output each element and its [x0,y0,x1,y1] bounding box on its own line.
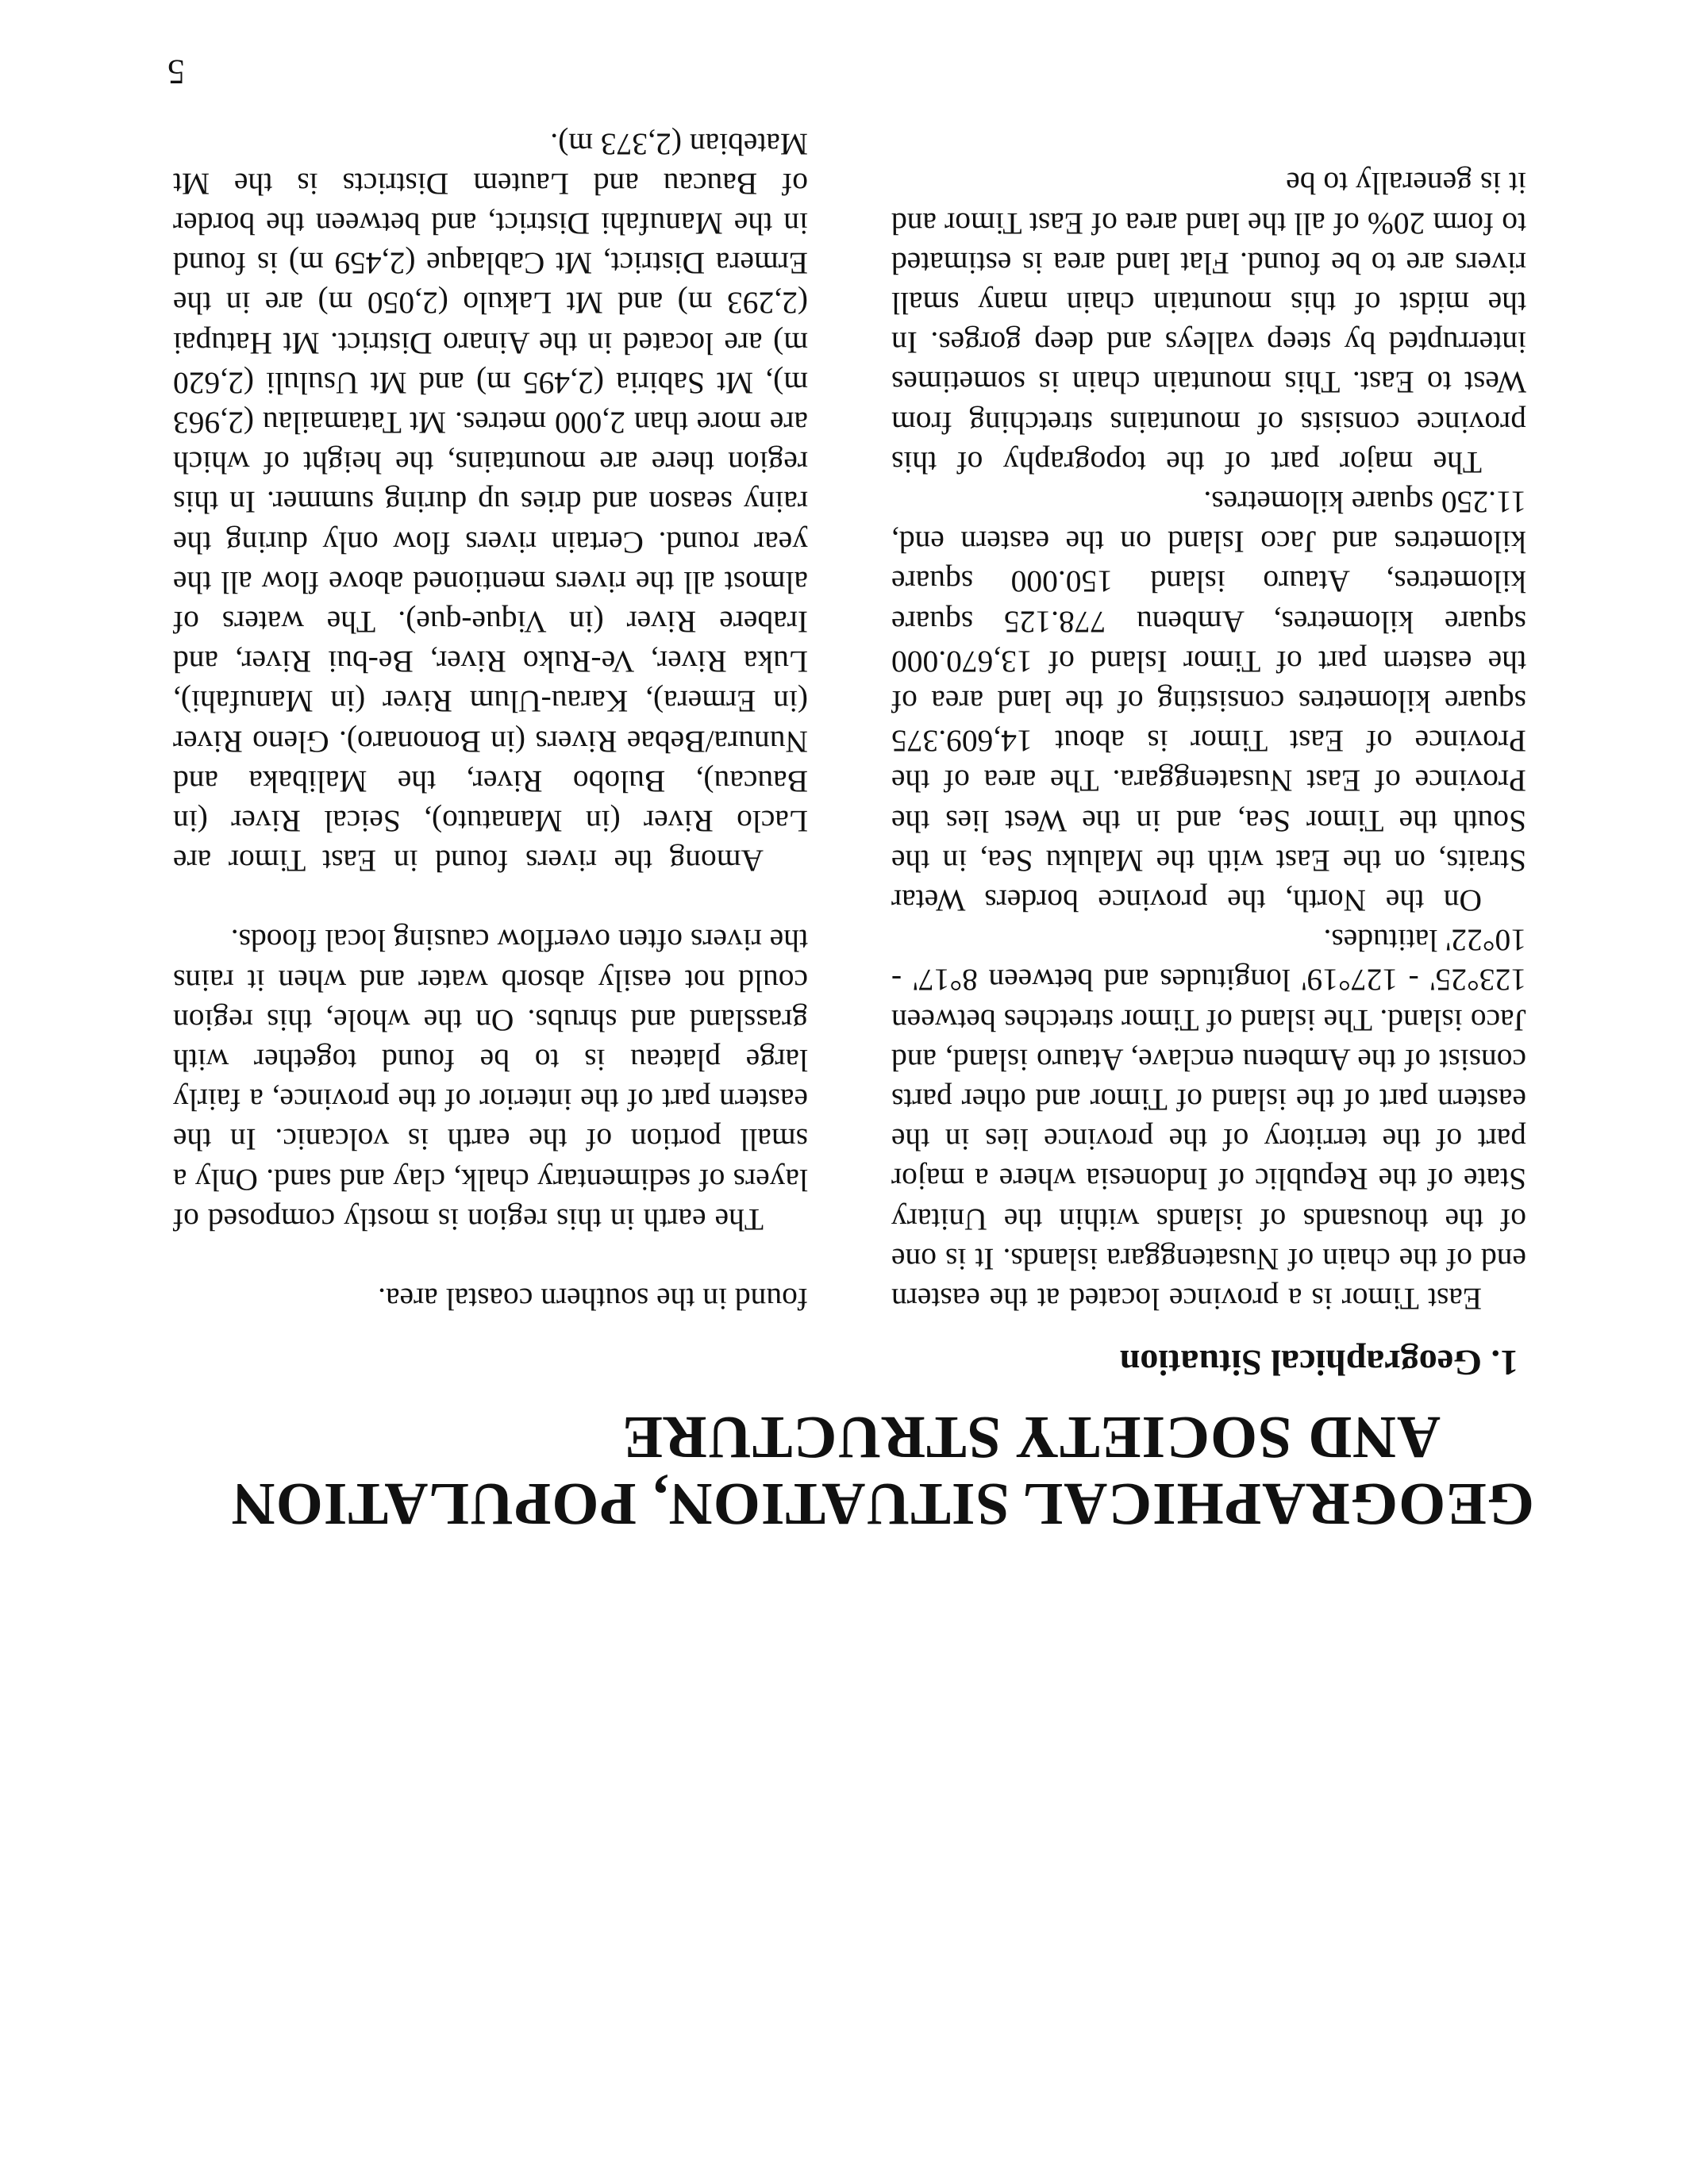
chapter-heading-line-2: AND SOCIETY STRUCTURE [621,1404,1441,1471]
section-title: 1. Geographical Situation [1119,1343,1518,1383]
paragraph: Among the rivers found in East Timor are Laclo River (in Manatuto), Seical River (in Baucau), Bulobo River, the Malibaka and Nunura/Bebae Rivers (in Bononaro). Gleno River (in Ermera), Karau-Ulum River (in Manufahi), Luka River, Ve-Ruko River, Be-bui River, and Irabere River (in Vique-que). The waters of almost all the rivers mentioned above flow all the year round. Certain rivers flow only during the rainy season and dries up during summer. In this region there are mountains, the height of which are more than 2,000 metres. Mt Tatamailau (2,963 m), Mt Sabiria (2,495 m) and Mt Usululi (2,620 m) are located in the Ainaro District. Mt Hatupai (2,293 m) and Mt Lakulo (2,050 m) are in the Ermera District, Mt Cablaque (2,459 m) is found in the Manufahi District, and between the border of Baucau and Lautem Districts is the Mt Matebian (2,373 m). [173,126,808,879]
right-column [173,124,808,1319]
chapter-heading-line-1: GEOGRAPHICAL SITUATION, POPULATION [230,1471,1534,1537]
left-column [891,163,1526,1319]
page-number: 5 [167,52,185,91]
paragraph: The major part of the topography of this province consists of mountains stretching from West to East. This mountain chain is sometimes interrupted by steep valleys and deep gorges. In the midst of this mountain chain many small rivers are to be found. Flat land area is estimated to form 20% of all the land area of East Timor and it is generally to be [891,166,1526,480]
paragraph: On the North, the province borders Wetar Straits, on the East with the Maluku Sea, in the South the Timor Sea, and in the West lies the Province of East Nusatenggara. The area of the Province of East Timor is about 14,609.375 square kilometres consisting of the land area of the eastern part of Timor Island of 13,670.000 square kilometres, Ambenu 778.125 square kilometres, Atauro island 150.000 square kilometres and Jaco Island on the eastern end, 11.250 square kilometres. [891,484,1526,918]
paragraph: East Timor is a province located at the eastern end of the chain of Nusatenggara islands. It is one of the thousands of islands within the Unitary State of the Republic of Indonesia where a major part of the territory of the province lies in the eastern part of the island of Timor and other parts consist of the Ambenu enclave, Atauro island, and Jaco island. The island of Timor stretches between 123°25' - 127°19' longitudes and between 8°17' - 10°22' latitudes. [891,923,1526,1317]
paragraph: The earth in this region is mostly composed of layers of sedimentary chalk, clay and sand. Only a small portion of the earth is volcanic. In the eastern part of the interior of the province, a fairly large plateau is to be found together with grassland and shrubs. On the whole, this region could not easily absorb water and when it rains the rivers often overflow causing local floods. [173,923,808,1237]
paragraph: found in the southern coastal area. [378,1282,808,1317]
chapter-heading [137,1404,1534,1537]
